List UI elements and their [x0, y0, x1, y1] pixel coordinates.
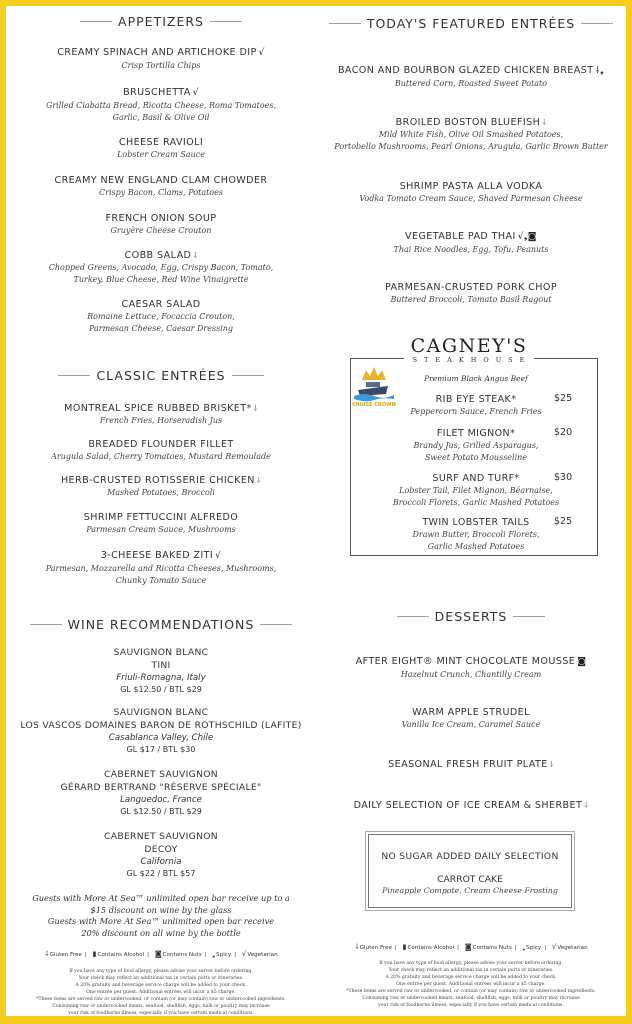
item-name: BACON AND BOURBON GLAZED CHICKEN BREAST: [337, 65, 594, 76]
item-name: 3-CHEESE BAKED ZITI: [100, 550, 214, 561]
item-name: CHEESE RAVIOLI: [118, 137, 204, 148]
dietary-legend: ⸸Gluten Free | ▮Contains Alcohol | ◙Contains Nuts | ❟Spicy | √Vegetarian: [45, 950, 278, 958]
gluten-free-icon: ⸸: [193, 251, 198, 260]
item-name: SHRIMP PASTA ALLA VODKA: [399, 181, 543, 192]
disclaimer-line: your risk of foodborne illness, especially if you have certain medical conditions.: [68, 1011, 254, 1016]
wine-region: Languedoc, France: [120, 795, 202, 805]
legend-label: Contains Nuts: [472, 945, 512, 951]
item-name: COBB SALAD: [124, 250, 192, 261]
disclaimer-line: your risk of foodborne illness, especially if you have certain medical conditions.: [378, 1003, 564, 1008]
disclaimer: [316, 960, 626, 1009]
gluten-free-icon: ⸸: [542, 118, 547, 127]
item-name: DAILY SELECTION OF ICE CREAM & SHERBET: [353, 800, 583, 811]
item-name: SHRIMP FETTUCCINI ALFREDO: [83, 512, 239, 523]
divider: [260, 624, 292, 625]
menu-page: [6, 6, 626, 1016]
steak-item: [376, 472, 576, 508]
disclaimer-line: Consuming raw or undercooked meats, seafood, shellfish, eggs, milk or poultry may increase: [52, 1004, 270, 1009]
spicy-pepper-icon: ❟: [212, 950, 216, 958]
legend-label: Vegetarian: [557, 945, 588, 951]
menu-item: [316, 655, 626, 681]
section-title: APPETIZERS: [118, 14, 204, 29]
item-description: Buttered Corn, Roasted Sweet Potato: [394, 79, 548, 88]
item-description: Brandy Jus, Grilled Asparagus,: [413, 441, 539, 450]
wine-item: [6, 646, 316, 696]
menu-item: [6, 298, 316, 334]
item-description: Lobster Tail, Filet Mignon, Béarnaise,: [399, 486, 553, 495]
item-description: Arugula Salad, Cherry Tomatoes, Mustard Remoulade: [51, 452, 271, 461]
wine-price: GL $17 / BTL $30: [126, 745, 196, 754]
disclaimer-line: *These items are served raw or undercooked, or contain (or may contain) raw or undercooked ingredients.: [346, 989, 596, 994]
item-name: CREAMY SPINACH AND ARTICHOKE DIP: [57, 47, 257, 58]
wine-notes: [6, 893, 316, 939]
section-title: WINE RECOMMENDATIONS: [67, 617, 255, 632]
divider: [30, 624, 62, 625]
disclaimer-line: One entrée per guest. Additional entrées will incur a $5 charge.: [86, 990, 236, 995]
item-name: BREADED FLOUNDER FILLET: [88, 439, 234, 450]
item-description: Chunky Tomato Sauce: [115, 575, 207, 585]
wine-producer: TINI: [151, 660, 171, 671]
item-description: Turkey, Blue Cheese, Red Wine Vinaigrette: [73, 274, 249, 284]
disclaimer-line: Your check may reflect an additional tax in certain ports or itineraries.: [388, 968, 554, 973]
divider: [581, 23, 613, 24]
item-name: RIB EYE STEAK*: [435, 394, 517, 405]
menu-item: [316, 116, 626, 152]
steak-item: [376, 427, 576, 463]
menu-item: [316, 64, 626, 90]
wine-price: GL $12.50 / BTL $29: [120, 685, 202, 694]
wine-producer: DECOY: [144, 844, 178, 855]
item-name: SEASONAL FRESH FRUIT PLATE: [388, 759, 548, 770]
section-title: DESSERTS: [434, 609, 508, 624]
item-price: $30: [554, 472, 573, 483]
item-name: AFTER EIGHT® MINT CHOCOLATE MOUSSE: [355, 656, 576, 667]
item-description: Chopped Greens, Avocado, Egg, Crispy Bacon, Tomato,: [48, 263, 274, 272]
item-name: PARMESAN-CRUSTED PORK CHOP: [384, 282, 558, 293]
wine-price: GL $12.50 / BTL $29: [120, 807, 202, 816]
steak-item: [376, 516, 576, 552]
steakhouse-brand: CAGNEY'S: [410, 335, 528, 357]
legend-label: Spicy: [216, 952, 232, 958]
wine-price: GL $22 / BTL $57: [126, 869, 196, 878]
steakhouse-subtitle: STEAKHOUSE: [412, 356, 532, 364]
gluten-free-icon: ⸸: [253, 404, 258, 413]
gluten-free-icon: ⸸: [256, 476, 262, 485]
menu-item: [6, 511, 316, 536]
disclaimer-line: Your check may reflect an additional tax in certain ports or itineraries.: [78, 976, 244, 981]
vegetarian-spicy-nuts-icons: √❟◙: [517, 232, 537, 242]
note-line: $15 discount on wine by the glass: [90, 904, 232, 915]
section-title: CLASSIC ENTRÉES: [96, 368, 226, 383]
wine-producer: GÉRARD BERTRAND "RÉSERVE SPÉCIALE": [60, 782, 262, 793]
note-line: Guests with More At Sea™ unlimited open bar receive: [47, 916, 275, 926]
item-price: $25: [554, 393, 573, 404]
divider: [329, 23, 361, 24]
disclaimer-line: Consuming raw or undercooked meats, seafood, shellfish, eggs, milk or poultry may increase: [362, 996, 580, 1001]
item-name: BROILED BOSTON BLUEFISH: [395, 117, 541, 128]
item-name: TWIN LOBSTER TAILS: [422, 517, 530, 528]
item-price: $25: [554, 516, 573, 527]
menu-item: [6, 212, 316, 237]
item-description: Crispy Bacon, Clams, Potatoes: [99, 188, 223, 197]
menu-item: [316, 799, 626, 812]
item-description: Portobello Mushrooms, Pearl Onions, Arugula, Garlic Brown Butter: [334, 141, 608, 151]
svg-text:CRUISE CROWN: CRUISE CROWN: [352, 402, 396, 408]
item-description: Buttered Broccoli, Tomato Basil Ragout: [390, 295, 552, 304]
legend-label: Spicy: [526, 945, 542, 951]
menu-item: [6, 249, 316, 285]
steakhouse-title: [404, 336, 534, 365]
item-description: French Fries, Horseradish Jus: [99, 416, 223, 425]
divider: [513, 616, 545, 617]
item-description: Gruyère Cheese Crouton: [110, 226, 212, 235]
wine-type: CABERNET SAUVIGNON: [104, 769, 218, 780]
legend-label: Gluten Free: [359, 945, 392, 951]
item-description: Grilled Ciabatta Bread, Ricotta Cheese, Roma Tomatoes,: [45, 101, 277, 110]
menu-item: [6, 174, 316, 199]
menu-item: [316, 281, 626, 306]
legend-label: Contains Alcohol: [407, 945, 455, 951]
gluten-free-icon: ⸸: [584, 801, 589, 810]
alcohol-bottle-icon: ▮: [92, 950, 97, 958]
divider: [210, 21, 242, 22]
item-name: HERB-CRUSTED ROTISSERIE CHICKEN: [60, 475, 255, 486]
menu-item: [316, 180, 626, 205]
item-description: Parmesan Cheese, Caesar Dressing: [88, 323, 234, 333]
item-price: $20: [554, 427, 573, 438]
legend-label: Contains Nuts: [162, 952, 202, 958]
menu-item: [6, 46, 316, 72]
vegetarian-icon: √: [215, 551, 222, 561]
dietary-legend: ⸸Gluten Free | ▮Contains Alcohol | ◙Contains Nuts | ❟Spicy | √Vegetarian: [355, 943, 588, 951]
wine-item: [6, 830, 316, 880]
item-description: Pineapple Compote, Cream Cheese Frosting: [382, 886, 558, 895]
menu-item: [6, 438, 316, 463]
item-name: CAESAR SALAD: [121, 299, 201, 310]
wine-region: Casablanca Valley, Chile: [108, 733, 214, 743]
divider: [80, 21, 112, 22]
note-line: 20% discount on all wine by the bottle: [81, 927, 241, 938]
no-sugar-heading: NO SUGAR ADDED DAILY SELECTION: [381, 851, 559, 862]
menu-item: [316, 706, 626, 731]
item-name: CREAMY NEW ENGLAND CLAM CHOWDER: [54, 175, 268, 186]
item-description: Vanilla Ice Cream, Caramel Sauce: [401, 720, 541, 729]
steak-item: [376, 393, 576, 418]
item-description: Drawn Butter, Broccoli Florets,: [412, 530, 540, 539]
menu-item: [316, 230, 626, 256]
item-description: Parmesan, Mozzarella and Ricotta Cheeses, Mushrooms,: [45, 564, 277, 573]
disclaimer-line: If you have any type of food allergy, please advise your server before ordering.: [379, 961, 563, 966]
appetizers-heading: [6, 14, 316, 29]
vegetarian-icon: √: [241, 950, 247, 958]
item-description: Hazelnut Crunch, Chantilly Cream: [400, 670, 542, 679]
menu-item: [6, 549, 316, 586]
item-description: Lobster Cream Sauce: [117, 150, 205, 159]
wine-type: SAUVIGNON BLANC: [113, 647, 209, 658]
item-description: Sweet Potato Mousseline: [424, 452, 528, 462]
vegetarian-icon: √: [192, 88, 199, 98]
divider: [232, 375, 264, 376]
disclaimer: [6, 968, 316, 1017]
item-name: VEGETABLE PAD THAI: [405, 231, 516, 242]
wine-type: SAUVIGNON BLANC: [113, 707, 209, 718]
item-name: FILET MIGNON*: [436, 428, 516, 439]
wine-item: [6, 768, 316, 818]
menu-item: [6, 86, 316, 123]
nuts-icon: ◙: [154, 950, 162, 958]
item-description: Garlic Mashed Potatoes: [427, 541, 525, 551]
item-name: BRUSCHETTA: [123, 87, 191, 98]
nuts-icon: ◙: [464, 943, 472, 951]
item-description: Broccoli Florets, Garlic Mashed Potatoes: [392, 497, 560, 507]
spicy-pepper-icon: ❟: [522, 943, 526, 951]
item-description: Thai Rice Noodles, Egg, Tofu, Peanuts: [393, 245, 549, 254]
menu-item: [6, 136, 316, 161]
right-column: [316, 6, 626, 1016]
item-name: MONTREAL SPICE RUBBED BRISKET*: [64, 403, 252, 414]
item-name: WARM APPLE STRUDEL: [412, 707, 530, 718]
legend-label: Contains Alcohol: [97, 952, 145, 958]
steakhouse-tagline: Premium Black Angus Beef: [424, 374, 528, 383]
alcohol-bottle-icon: ▮: [402, 943, 407, 951]
item-description: Parmesan Cream Sauce, Mushrooms: [86, 525, 236, 534]
left-column: [6, 6, 316, 1016]
item-description: Peppercorn Sauce, French Fries: [410, 407, 542, 416]
vegetarian-icon: √: [258, 48, 265, 58]
disclaimer-line: A 20% gratuity and beverage service charge will be added to your check.: [385, 975, 557, 980]
wine-region: California: [140, 857, 182, 867]
item-name: FRENCH ONION SOUP: [105, 213, 217, 224]
featured-heading: [316, 16, 626, 31]
disclaimer-line: *These items are served raw or undercooked, or contain (or may contain) raw or undercooked ingredients.: [36, 997, 286, 1002]
wine-region: Friuli-Romagna, Italy: [116, 673, 206, 683]
wine-type: CABERNET SAUVIGNON: [104, 831, 218, 842]
gluten-free-icon: ⸸: [549, 760, 554, 769]
item-description: Vodka Tomato Cream Sauce, Shaved Parmesan Cheese: [359, 194, 583, 203]
menu-item: [6, 402, 316, 427]
item-description: Romaine Lettuce, Focaccia Crouton,: [87, 312, 235, 321]
item-name: SURF AND TURF*: [432, 473, 520, 484]
divider: [397, 616, 429, 617]
disclaimer-line: If you have any type of food allergy, please advise your server before ordering.: [69, 969, 253, 974]
gluten-free-spicy-icons: ⸸❟: [595, 66, 605, 76]
disclaimer-line: A 20% gratuity and beverage service charge will be added to your check.: [75, 983, 247, 988]
vegetarian-icon: √: [551, 943, 557, 951]
legend-label: Vegetarian: [247, 952, 278, 958]
item-description: Garlic, Basil & Olive Oil: [112, 112, 210, 122]
gluten-free-icon: ⸸: [45, 950, 49, 958]
classic-entrees-heading: [6, 368, 316, 383]
menu-item: [6, 474, 316, 499]
divider: [58, 375, 90, 376]
wine-item: [6, 706, 316, 756]
item-description: Mild White Fish, Olive Oil Smashed Potatoes,: [378, 130, 564, 139]
item-description: Mashed Potatoes, Broccoli: [107, 488, 215, 497]
section-title: TODAY'S FEATURED ENTRÉES: [366, 16, 576, 31]
wine-producer: LOS VASCOS DOMAINES BARON DE ROTHSCHILD (LAFITE): [20, 720, 302, 731]
menu-item: [316, 758, 626, 771]
gluten-free-icon: ⸸: [355, 943, 359, 951]
wine-heading: [6, 617, 316, 632]
item-description: Crisp Tortilla Chips: [121, 61, 201, 70]
disclaimer-line: One entrée per guest. Additional entrées will incur a $5 charge.: [396, 982, 546, 987]
desserts-heading: [316, 609, 626, 624]
legend-label: Gluten Free: [49, 952, 82, 958]
nuts-icon: ◙: [577, 657, 587, 667]
note-line: Guests with More At Sea™ unlimited open bar receive up to a: [32, 893, 290, 903]
no-sugar-added-box: [368, 834, 572, 908]
item-name: CARROT CAKE: [437, 874, 503, 885]
